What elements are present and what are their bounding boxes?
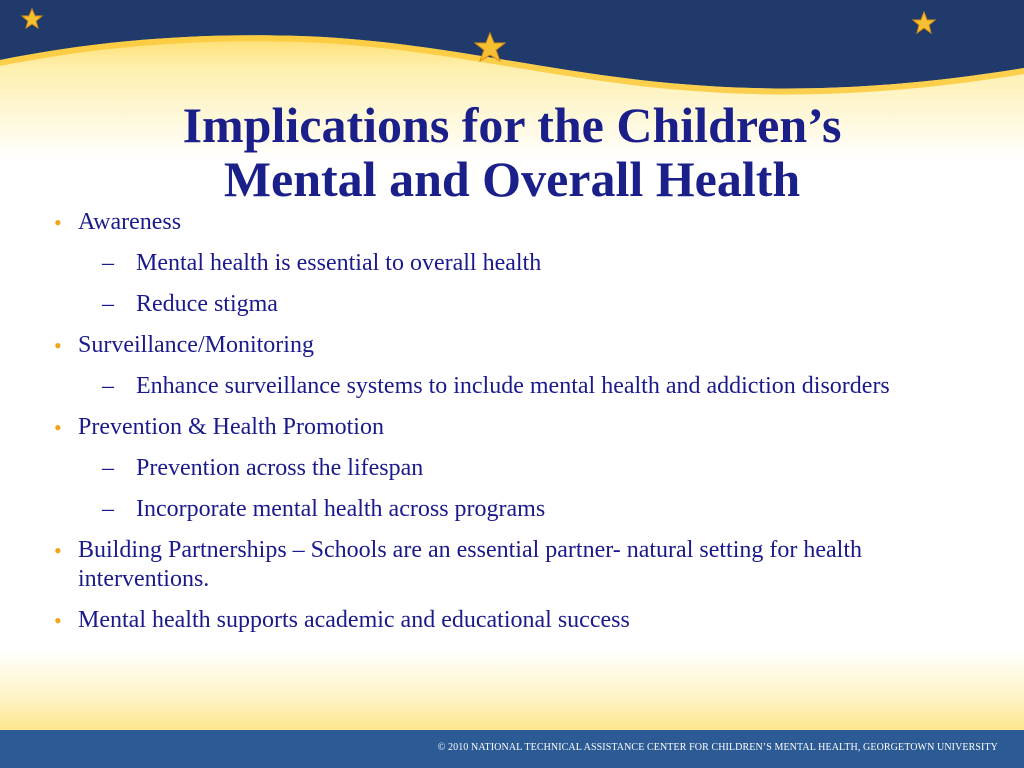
- sub-bullet-item: [54, 249, 954, 278]
- title-line-1: Implications for the Children’s: [182, 97, 842, 153]
- bullet-marker: •: [54, 333, 62, 358]
- bullet-item: [54, 208, 954, 237]
- bullet-text: Prevention & Health Promotion: [78, 414, 384, 440]
- bullet-item: [54, 331, 954, 360]
- bullet-marker: •: [54, 415, 62, 440]
- bullet-marker: •: [54, 210, 62, 235]
- sub-bullet-item: [54, 495, 954, 524]
- sub-bullet-text: Enhance surveillance systems to include mental health and addiction disorders: [136, 373, 890, 399]
- title-line-2: Mental and Overall Health: [223, 151, 801, 207]
- dash-marker: –: [102, 496, 114, 522]
- bullet-text: Awareness: [78, 209, 182, 235]
- bullet-text: Surveillance/Monitoring: [78, 332, 314, 358]
- copyright-text: © 2010 NATIONAL TECHNICAL ASSISTANCE CENTER FOR CHILDREN’S MENTAL HEALTH, GEORGETOWN UNIVERSITY: [437, 742, 998, 753]
- footer-bar: [0, 730, 1024, 768]
- bullet-marker: •: [54, 608, 62, 633]
- sub-bullet-text: Prevention across the lifespan: [136, 455, 424, 481]
- sub-bullet-item: [54, 290, 954, 319]
- sub-bullet-item: [54, 454, 954, 483]
- bullet-marker: •: [54, 538, 62, 563]
- bullet-item: [54, 413, 954, 442]
- dash-marker: –: [102, 250, 114, 276]
- bullet-item: [54, 536, 954, 594]
- slide-title: [60, 98, 964, 206]
- dash-marker: –: [102, 373, 114, 399]
- sub-bullet-text: Reduce stigma: [136, 291, 278, 317]
- sub-bullet-item: [54, 372, 954, 401]
- bottom-glow: [0, 650, 1024, 732]
- bullet-item: [54, 606, 954, 635]
- bullet-text: Mental health supports academic and educational success: [78, 607, 630, 633]
- dash-marker: –: [102, 291, 114, 317]
- bullet-list: [54, 208, 954, 635]
- bullet-text: Building Partnerships – Schools are an essential partner- natural setting for health interventions.: [78, 537, 862, 592]
- sub-bullet-text: Incorporate mental health across programs: [136, 496, 546, 522]
- dash-marker: –: [102, 455, 114, 481]
- sub-bullet-text: Mental health is essential to overall health: [136, 250, 542, 276]
